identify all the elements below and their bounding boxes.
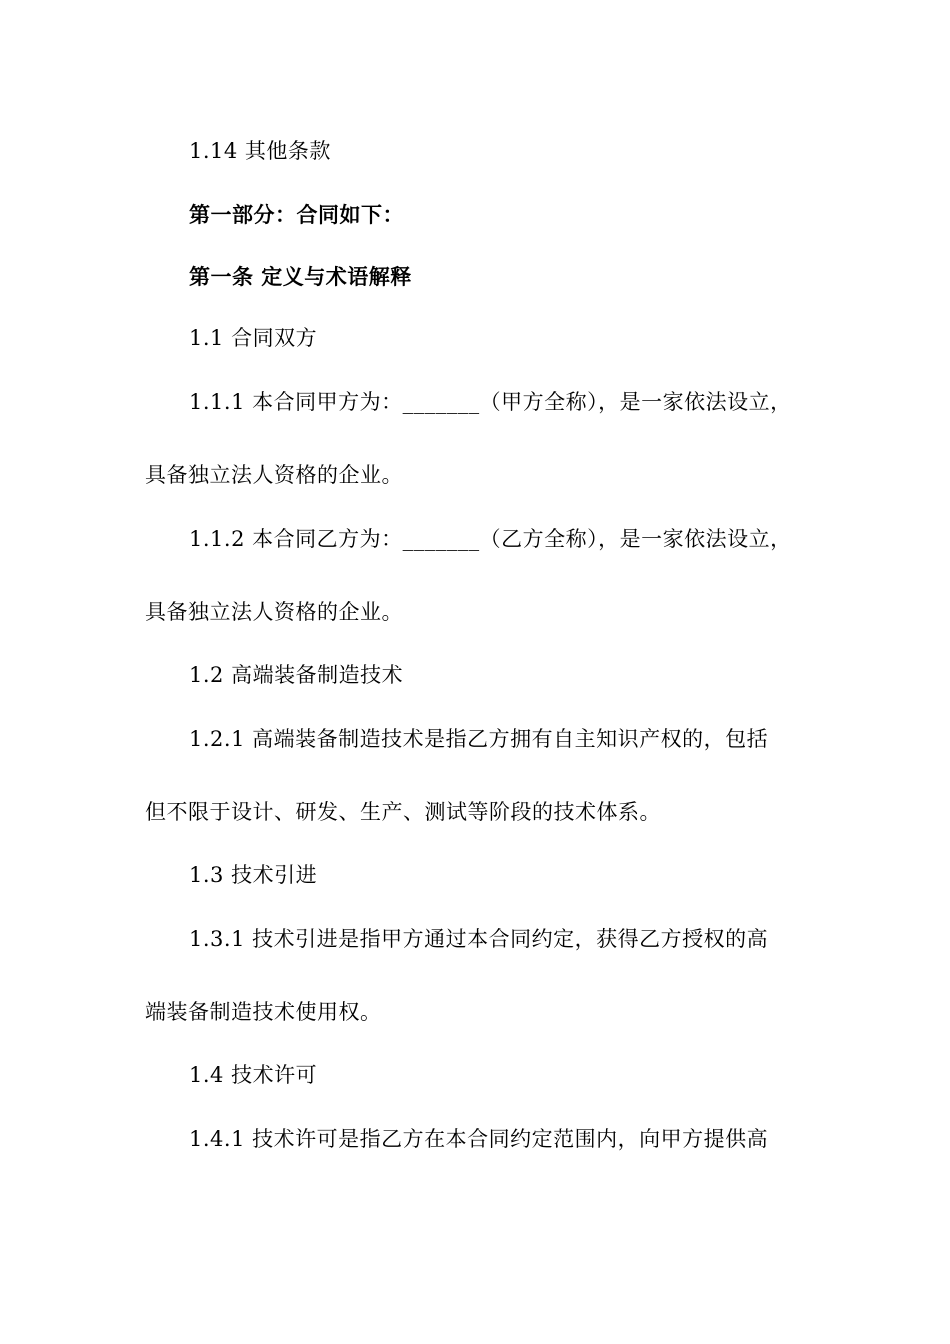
clause-1-1-1-line-2: 具备独立法人资格的企业。	[145, 463, 403, 487]
clause-1-1-heading: 1.1 合同双方	[189, 326, 318, 350]
clause-1-3-heading: 1.3 技术引进	[189, 863, 318, 887]
clause-1-1-2-line-2: 具备独立法人资格的企业。	[145, 600, 403, 624]
clause-1-3-1-line-1: 1.3.1 技术引进是指甲方通过本合同约定，获得乙方授权的高	[189, 927, 769, 951]
clause-1-2-heading: 1.2 高端装备制造技术	[189, 663, 404, 687]
part-one-heading: 第一部分：合同如下：	[189, 203, 404, 227]
clause-1-3-1-line-2: 端装备制造技术使用权。	[145, 1000, 382, 1024]
clause-1-14-heading: 1.14 其他条款	[189, 139, 331, 163]
clause-1-1-1-line-1: 1.1.1 本合同甲方为：_______（甲方全称），是一家依法设立，	[189, 390, 792, 414]
clause-1-1-2-line-1: 1.1.2 本合同乙方为：_______（乙方全称），是一家依法设立，	[189, 527, 792, 551]
clause-1-2-1-line-2: 但不限于设计、研发、生产、测试等阶段的技术体系。	[145, 800, 661, 824]
clause-1-2-1-line-1: 1.2.1 高端装备制造技术是指乙方拥有自主知识产权的，包括	[189, 727, 769, 751]
article-one-heading: 第一条 定义与术语解释	[189, 265, 412, 289]
clause-1-4-heading: 1.4 技术许可	[189, 1063, 318, 1087]
clause-1-4-1-line-1: 1.4.1 技术许可是指乙方在本合同约定范围内，向甲方提供高	[189, 1127, 769, 1151]
